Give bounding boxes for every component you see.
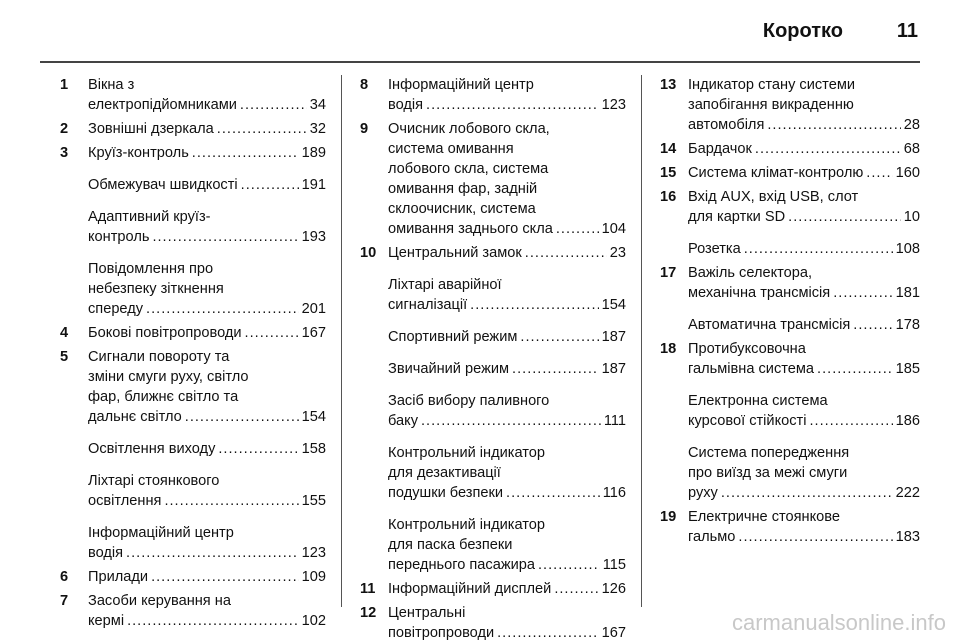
header-rule [40, 61, 920, 63]
dot-leader [525, 243, 607, 263]
dot-leader [817, 359, 893, 379]
dot-leader [240, 95, 307, 115]
entry-leader-line [388, 411, 626, 431]
entry-page-number: 186 [895, 413, 920, 429]
entry-page-number: 23 [609, 245, 626, 261]
entry-text-line: Інформаційний дисплей [388, 581, 552, 597]
entry-page-number: 222 [895, 485, 920, 501]
entry-page-number: 181 [895, 285, 920, 301]
dot-leader [833, 283, 892, 303]
dot-leader [497, 623, 599, 642]
index-entry[interactable] [354, 243, 626, 263]
entry-text-line: про виїзд за межі смуги [688, 465, 848, 481]
entry-text-line: Бокові повітропроводи [88, 325, 242, 341]
entry-number: 13 [660, 77, 677, 93]
index-entry[interactable] [354, 391, 626, 431]
entry-page-number: 108 [895, 241, 920, 257]
entry-number: 8 [360, 77, 369, 93]
entry-text-line: Очисник лобового скла, [388, 121, 550, 137]
entry-leader-line [88, 119, 326, 139]
page-title: Коротко [762, 20, 843, 42]
entry-text-line: фар, ближнє світло та [88, 389, 239, 405]
entry-text-line: Зовнішні дзеркала [88, 121, 214, 137]
entry-text-line: Круїз-контроль [88, 145, 189, 161]
entry-text-line: подушки безпеки [388, 485, 504, 501]
dot-leader [788, 207, 901, 227]
dot-leader [866, 163, 892, 183]
entry-leader-line [388, 555, 626, 575]
entry-leader-line [688, 239, 920, 259]
entry-leader-line [688, 411, 920, 431]
dot-leader [217, 119, 307, 139]
entry-text-line: Сигнали повороту та [88, 349, 230, 365]
entry-number: 11 [360, 581, 376, 597]
entry-text-line: Бардачок [688, 141, 752, 157]
dot-leader [421, 411, 601, 431]
index-entry[interactable] [354, 327, 626, 347]
entry-leader-line [388, 219, 626, 239]
entry-leader-line [688, 139, 920, 159]
entry-page-number: 154 [601, 297, 626, 313]
column-divider [341, 75, 342, 607]
entry-text-line: система омивання [388, 141, 514, 157]
entry-page-number: 167 [601, 625, 626, 641]
dot-leader [809, 411, 892, 431]
entry-number: 17 [660, 265, 677, 281]
entry-text-line: Система попередження [688, 445, 850, 461]
entry-leader-line [88, 95, 326, 115]
dot-leader [767, 115, 900, 135]
entry-leader-line [88, 567, 326, 587]
dot-leader [146, 299, 299, 319]
entry-page-number: 187 [601, 329, 626, 345]
dot-leader [744, 239, 893, 259]
entry-leader-line [88, 299, 326, 319]
dot-leader [426, 95, 599, 115]
entry-text-line: Система клімат-контролю [688, 165, 864, 181]
entry-text-line: водія [88, 545, 124, 561]
index-entry[interactable] [354, 603, 626, 642]
entry-leader-line [688, 527, 920, 547]
index-entry[interactable] [654, 507, 920, 547]
entry-text-line: Ліхтарі стоянкового [88, 473, 220, 489]
index-entry[interactable] [654, 339, 920, 379]
entry-text-line: Інформаційний центр [388, 77, 534, 93]
index-entry[interactable] [654, 443, 920, 503]
entry-text-line: Протибуксовочна [688, 341, 806, 357]
entry-leader-line [88, 543, 326, 563]
entry-text-line: Індикатор стану системи [688, 77, 856, 93]
dot-leader [470, 295, 598, 315]
entry-leader-line [88, 439, 326, 459]
entry-number: 9 [360, 121, 369, 137]
dot-leader [185, 407, 299, 427]
index-entry[interactable] [654, 139, 920, 159]
entry-page-number: 126 [601, 581, 626, 597]
index-entry[interactable] [354, 579, 626, 599]
entry-text-line: баку [388, 413, 418, 429]
index-entry[interactable] [54, 143, 326, 163]
entry-page-number: 201 [301, 301, 326, 317]
index-entry[interactable] [54, 347, 326, 427]
entry-number: 15 [660, 165, 677, 181]
entry-text-line: Важіль селектора, [688, 265, 813, 281]
entry-number: 19 [660, 509, 677, 525]
entry-text-line: Обмежувач швидкості [88, 177, 238, 193]
dot-leader [126, 543, 299, 563]
index-entry[interactable] [654, 163, 920, 183]
entry-text-line: Повідомлення про [88, 261, 214, 277]
entry-text-line: переднього пасажира [388, 557, 535, 573]
index-entry[interactable] [654, 187, 920, 227]
entry-page-number: 109 [301, 569, 326, 585]
dot-leader [554, 579, 598, 599]
entry-text-line: механічна трансмісія [688, 285, 831, 301]
entry-text-line: запобігання викраденню [688, 97, 854, 113]
index-entry[interactable] [54, 439, 326, 459]
entry-leader-line [688, 207, 920, 227]
entry-leader-line [388, 579, 626, 599]
entry-leader-line [88, 143, 326, 163]
index-entry[interactable] [54, 119, 326, 139]
entry-leader-line [388, 295, 626, 315]
entry-text-line: гальмо [688, 529, 736, 545]
entry-leader-line [688, 483, 920, 503]
entry-page-number: 116 [602, 485, 626, 501]
index-entry[interactable] [654, 263, 920, 303]
dot-leader [245, 323, 299, 343]
entry-text-line: Спортивний режим [388, 329, 518, 345]
entry-text-line: омивання фар, задній [388, 181, 538, 197]
entry-text-line: склоочисник, система [388, 201, 536, 217]
entry-text-line: курсової стійкості [688, 413, 807, 429]
entry-leader-line [388, 243, 626, 263]
entry-leader-line [388, 623, 626, 642]
entry-text-line: Інформаційний центр [88, 525, 234, 541]
entry-text-line: Вхід AUX, вхід USB, слот [688, 189, 859, 205]
entry-leader-line [688, 163, 920, 183]
entry-number: 4 [60, 325, 69, 341]
entry-leader-line [88, 227, 326, 247]
entry-leader-line [688, 115, 920, 135]
entry-text-line: Контрольний індикатор [388, 445, 546, 461]
index-entry[interactable] [354, 443, 626, 503]
dot-leader [755, 139, 901, 159]
entry-text-line: Адаптивний круїз- [88, 209, 211, 225]
entry-page-number: 187 [601, 361, 626, 377]
index-entry[interactable] [54, 567, 326, 587]
entry-text-line: Автоматична трансмісія [688, 317, 851, 333]
index-entry[interactable] [354, 515, 626, 575]
dot-leader [192, 143, 299, 163]
entry-text-line: руху [688, 485, 718, 501]
entry-text-line: електропідйомниками [88, 97, 237, 113]
entry-number: 18 [660, 341, 677, 357]
page-header [0, 12, 960, 52]
index-entry[interactable] [54, 259, 326, 319]
entry-text-line: Електронна система [688, 393, 828, 409]
entry-page-number: 111 [603, 413, 626, 429]
entry-page-number: 123 [601, 97, 626, 113]
entry-page-number: 167 [301, 325, 326, 341]
dot-leader [853, 315, 892, 335]
entry-page-number: 115 [602, 557, 626, 573]
dot-leader [556, 219, 599, 239]
entry-leader-line [88, 491, 326, 511]
entry-page-number: 189 [301, 145, 326, 161]
entry-text-line: Електричне стоянкове [688, 509, 840, 525]
index-entry[interactable] [54, 75, 326, 115]
entry-leader-line [688, 315, 920, 335]
entry-text-line: Засіб вибору паливного [388, 393, 550, 409]
column-divider [641, 75, 642, 607]
entry-number: 1 [60, 77, 69, 93]
entry-page-number: 28 [903, 117, 920, 133]
entry-leader-line [388, 483, 626, 503]
index-entry[interactable] [654, 239, 920, 259]
entry-leader-line [688, 283, 920, 303]
entry-number: 5 [60, 349, 69, 365]
index-column-3 [654, 75, 920, 551]
entry-page-number: 183 [895, 529, 920, 545]
dot-leader [721, 483, 893, 503]
dot-leader [538, 555, 600, 575]
entry-leader-line [388, 95, 626, 115]
entry-leader-line [388, 359, 626, 379]
dot-leader [218, 439, 298, 459]
entry-text-line: контроль [88, 229, 150, 245]
index-entry[interactable] [54, 175, 326, 195]
entry-page-number: 158 [301, 441, 326, 457]
index-entry[interactable] [354, 75, 626, 115]
entry-page-number: 32 [309, 121, 326, 137]
index-entry[interactable] [54, 591, 326, 631]
entry-text-line: небезпеку зіткнення [88, 281, 224, 297]
entry-text-line: сигналізації [388, 297, 468, 313]
entry-page-number: 34 [309, 97, 326, 113]
dot-leader [506, 483, 600, 503]
entry-leader-line [88, 407, 326, 427]
entry-text-line: Розетка [688, 241, 741, 257]
index-entry[interactable] [54, 471, 326, 511]
entry-text-line: лобового скла, система [388, 161, 549, 177]
entry-page-number: 185 [895, 361, 920, 377]
index-entry[interactable] [654, 391, 920, 431]
entry-text-line: Ліхтарі аварійної [388, 277, 502, 293]
dot-leader [738, 527, 892, 547]
entry-page-number: 160 [895, 165, 920, 181]
index-entry[interactable] [354, 359, 626, 379]
dot-leader [241, 175, 299, 195]
entry-page-number: 155 [301, 493, 326, 509]
entry-text-line: Контрольний індикатор [388, 517, 546, 533]
entry-number: 16 [660, 189, 677, 205]
entry-page-number: 154 [301, 409, 326, 425]
entry-number: 7 [60, 593, 69, 609]
index-entry[interactable] [54, 207, 326, 247]
entry-number: 3 [60, 145, 69, 161]
watermark: carmanualsonline.info [731, 610, 946, 635]
entry-text-line: Центральний замок [388, 245, 522, 261]
index-entry[interactable] [354, 275, 626, 315]
entry-text-line: спереду [88, 301, 144, 317]
entry-leader-line [388, 327, 626, 347]
dot-leader [512, 359, 599, 379]
entry-page-number: 178 [895, 317, 920, 333]
entry-number: 10 [360, 245, 377, 261]
entry-text-line: Прилади [88, 569, 149, 585]
dot-leader [127, 611, 299, 631]
index-entry[interactable] [54, 323, 326, 343]
entry-text-line: Вікна з [88, 77, 135, 93]
entry-text-line: для картки SD [688, 209, 786, 225]
entry-text-line: Центральні [388, 605, 466, 621]
entry-text-line: для дезактивації [388, 465, 501, 481]
entry-leader-line [88, 175, 326, 195]
entry-text-line: Засоби керування на [88, 593, 231, 609]
entry-page-number: 104 [601, 221, 626, 237]
index-entry[interactable] [654, 75, 920, 135]
entry-page-number: 102 [301, 613, 326, 629]
entry-page-number: 193 [301, 229, 326, 245]
index-entry[interactable] [54, 523, 326, 563]
entry-number: 2 [60, 121, 69, 137]
entry-page-number: 191 [301, 177, 326, 193]
entry-text-line: Звичайний режим [388, 361, 510, 377]
index-column-2 [354, 75, 626, 642]
entry-text-line: повітропроводи [388, 625, 495, 641]
dot-leader [151, 567, 299, 587]
entry-leader-line [88, 323, 326, 343]
page-number: 11 [896, 20, 918, 42]
entry-leader-line [688, 359, 920, 379]
index-entry[interactable] [354, 119, 626, 239]
entry-number: 6 [60, 569, 69, 585]
entry-text-line: кермі [88, 613, 125, 629]
dot-leader [164, 491, 298, 511]
entry-page-number: 10 [903, 209, 920, 225]
entry-text-line: дальнє світло [88, 409, 182, 425]
dot-leader [520, 327, 598, 347]
entry-text-line: освітлення [88, 493, 162, 509]
entry-text-line: зміни смуги руху, світло [88, 369, 249, 385]
entry-page-number: 123 [301, 545, 326, 561]
entry-page-number: 68 [903, 141, 920, 157]
entry-text-line: автомобіля [688, 117, 765, 133]
index-entry[interactable] [654, 315, 920, 335]
entry-text-line: для паска безпеки [388, 537, 513, 553]
entry-number: 14 [660, 141, 677, 157]
index-column-1 [54, 75, 326, 635]
entry-number: 12 [360, 605, 377, 621]
entry-text-line: водія [388, 97, 424, 113]
entry-text-line: гальмівна система [688, 361, 815, 377]
entry-text-line: Освітлення виходу [88, 441, 216, 457]
entry-leader-line [88, 611, 326, 631]
entry-text-line: омивання заднього скла [388, 221, 553, 237]
dot-leader [152, 227, 298, 247]
